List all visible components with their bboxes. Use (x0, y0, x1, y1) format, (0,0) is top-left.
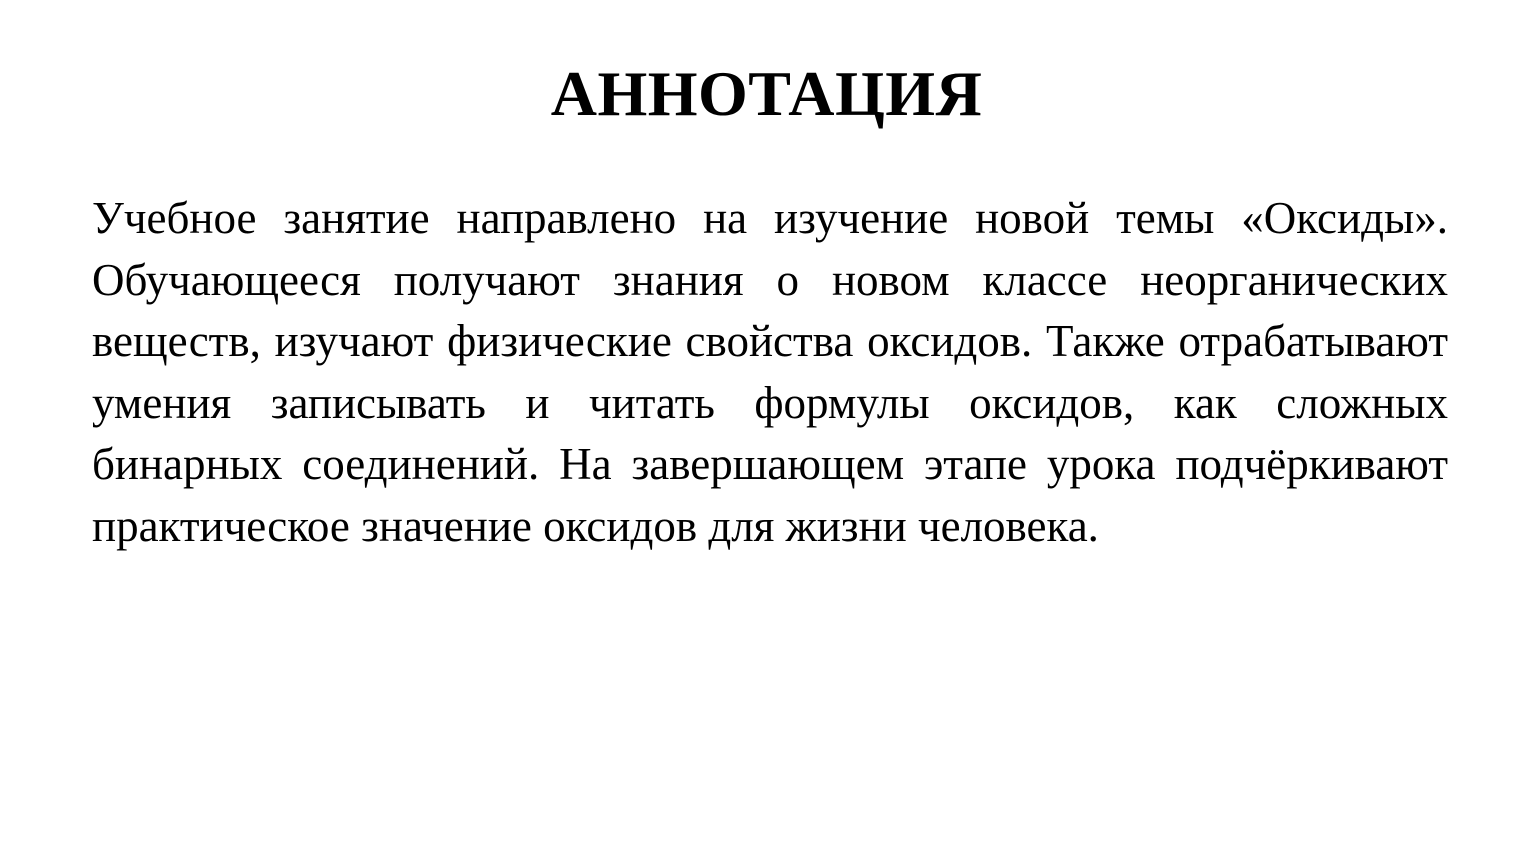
annotation-paragraph: Учебное занятие направлено на изучение новой темы «Оксиды». Обучающееся получают знания о новом классе неорганических веществ, изучают физические свойства оксидов. Также отрабатывают умения записывать и читать формулы оксидов, как сложных бинарных соединений. На завершающем этапе урока подчёркивают практическое значение оксидов для жизни человека. (92, 193, 1448, 551)
slide-title: АННОТАЦИЯ (550, 58, 983, 129)
